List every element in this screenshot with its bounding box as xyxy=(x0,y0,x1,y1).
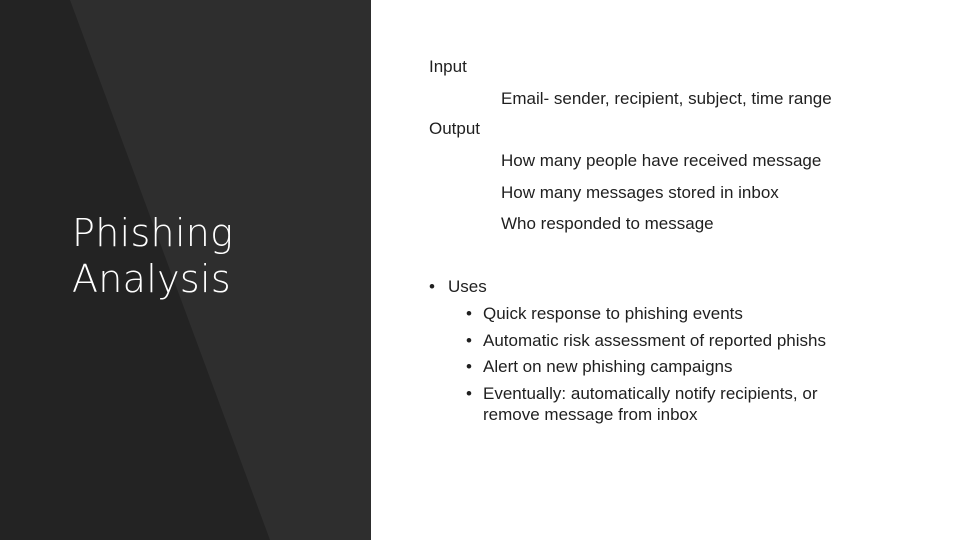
bullet-marker: • xyxy=(466,331,472,350)
bullet-marker: • xyxy=(429,277,435,296)
uses-item: Automatic risk assessment of reported phishs xyxy=(483,331,826,350)
output-item: How many people have received message xyxy=(501,151,822,170)
input-item: Email- sender, recipient, subject, time range xyxy=(501,89,832,108)
slide-title-line-2: Analysis xyxy=(72,257,231,301)
bullet-marker: • xyxy=(466,384,472,403)
bullet-marker: • xyxy=(466,304,472,323)
uses-item: Quick response to phishing events xyxy=(483,304,743,323)
output-item: Who responded to message xyxy=(501,214,714,233)
uses-item-continuation: remove message from inbox xyxy=(483,405,698,424)
input-heading: Input xyxy=(429,57,467,76)
uses-item: Eventually: automatically notify recipients, or xyxy=(483,384,818,403)
bullet-marker: • xyxy=(466,357,472,376)
output-item: How many messages stored in inbox xyxy=(501,183,779,202)
slide-title-line-1: Phishing xyxy=(72,211,234,255)
uses-heading: Uses xyxy=(448,277,487,296)
output-heading: Output xyxy=(429,119,481,138)
uses-item: Alert on new phishing campaigns xyxy=(483,357,733,376)
